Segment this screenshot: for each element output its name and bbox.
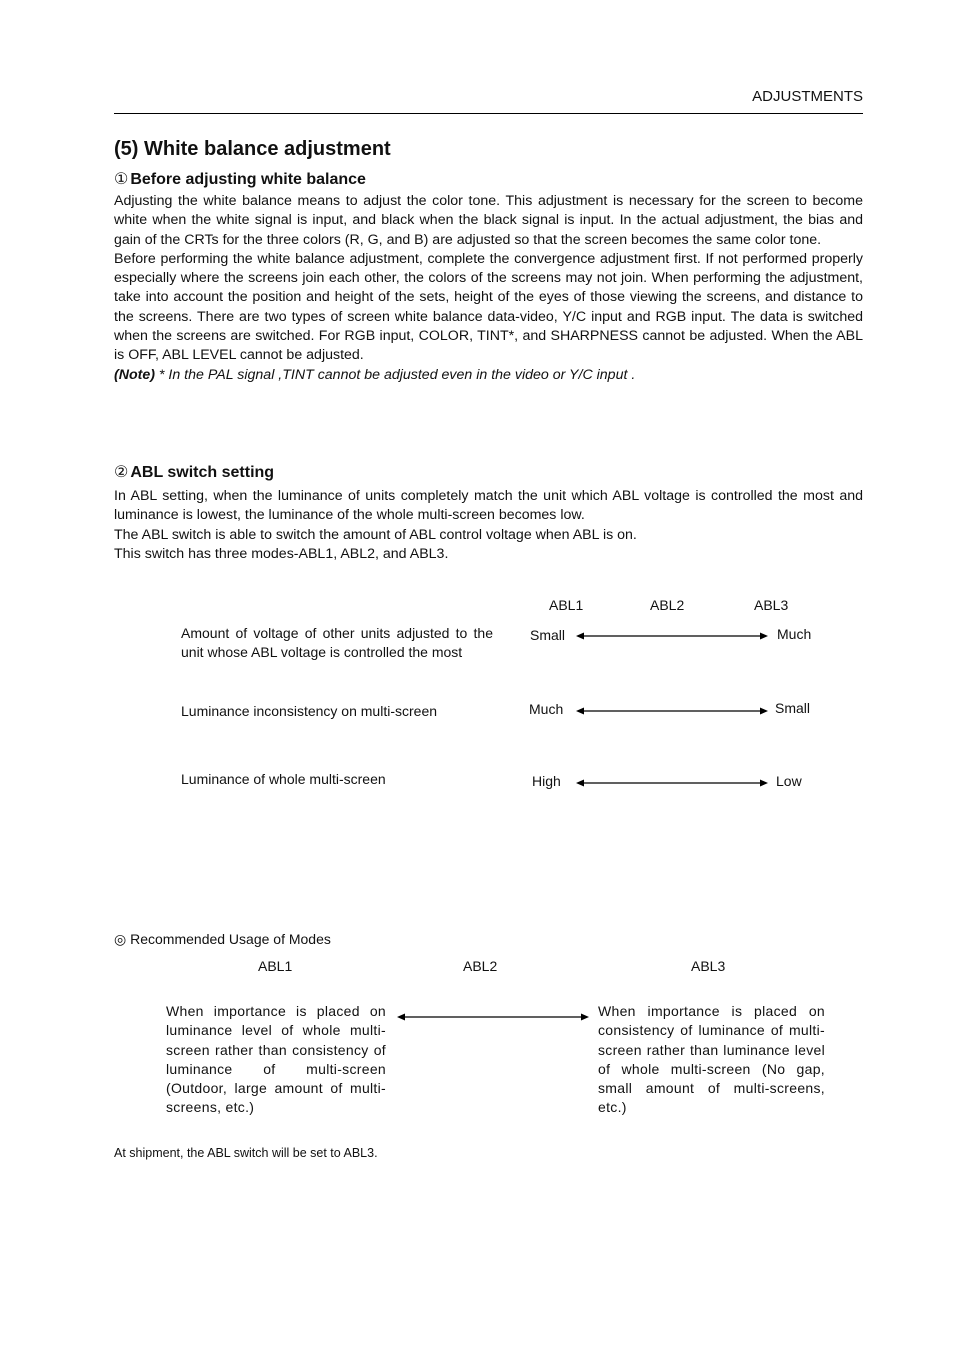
abl-row-label: Amount of voltage of other units adjusted to the unit whose ABL voltage is controlled the most: [181, 625, 493, 660]
abl-row-label: Luminance of whole multi-screen: [181, 771, 386, 787]
section2-heading-text: ABL switch setting: [130, 464, 275, 481]
abl-row-right-value: Much: [777, 626, 812, 642]
section2-line: In ABL setting, when the luminance of units completely match the unit which ABL voltage is controlled the most and luminance is lowest, the luminance of the whole multi-screen becomes low.: [114, 488, 863, 524]
recommended-left-text: When importance is placed on luminance level of whole multi-screen rather than consistency of luminance of multi-screen (Outdoor, large amount of multi-screens, etc.): [166, 1003, 386, 1116]
abl-mode-header: ABL3: [754, 597, 789, 613]
section1-paragraph1: Adjusting the white balance means to adjust the color tone. This adjustment is necessary for the screen to become white when the white signal is input, and black when the black signal is input. In the actual adjustment, the bias and gain of the CRTs for the three colors (R, G, and B) are adjusted so that the screen becomes the same color tone.: [114, 193, 863, 248]
running-header: ADJUSTMENTS: [752, 88, 863, 105]
header-rule: [114, 113, 863, 114]
abl-row-arrow: [576, 705, 768, 717]
note-text: * In the PAL signal ,TINT cannot be adjusted even in the video or Y/C input .: [154, 366, 636, 383]
abl-row-left-value: Small: [530, 627, 566, 643]
recommended-title-text: Recommended Usage of Modes: [130, 931, 331, 947]
recommended-arrow: [397, 1011, 589, 1023]
abl-row-left-value: High: [532, 773, 561, 789]
section2-number: ②: [114, 464, 129, 481]
recommended-mode: ABL2: [463, 958, 498, 974]
page-title: (5) White balance adjustment: [114, 138, 391, 160]
section1-note: [114, 366, 863, 385]
section1-heading: [114, 169, 366, 189]
recommended-mode: ABL3: [691, 958, 726, 974]
abl-row-label: Luminance inconsistency on multi-screen: [181, 703, 438, 719]
section2-line: The ABL switch is able to switch the amount of ABL control voltage when ABL is on.: [114, 526, 637, 543]
recommended-mode: ABL1: [258, 958, 293, 974]
abl-row-left-value: Much: [529, 701, 564, 717]
bullet-icon: ◎: [114, 931, 127, 947]
section1-number: ①: [114, 171, 129, 188]
section1-body: [114, 192, 863, 385]
section2-line: This switch has three modes-ABL1, ABL2, and ABL3.: [114, 545, 449, 562]
section2-body: [114, 487, 863, 564]
section1-heading-text: Before adjusting white balance: [130, 171, 366, 188]
abl-row-right-value: Small: [775, 700, 811, 716]
note-label: (Note): [114, 366, 155, 383]
abl-mode-header: ABL1: [549, 597, 584, 613]
section2-heading: [114, 462, 274, 482]
abl-row-right-value: Low: [776, 773, 802, 789]
recommended-title: [114, 931, 331, 948]
recommended-right-text: When importance is placed on consistency of luminance of multi-screen rather than luminance level of whole multi-screen (No gap, small amount of multi-screens, etc.): [598, 1003, 825, 1116]
footnote: At shipment, the ABL switch will be set to ABL3.: [114, 1146, 378, 1160]
abl-row-arrow: [576, 630, 768, 642]
abl-row-arrow: [576, 777, 768, 789]
section1-paragraph2: Before performing the white balance adjustment, complete the convergence adjustment first. If not performed properly especially where the screens join each other, the colors of the screens may not join. When performing the adjustment, take into account the position and height of the sets, height of the eyes of those viewing the screens, and distance to the screens. There are two types of screen white balance data-video, Y/C input and RGB input. The data is switched when the screens are switched. For RGB input, COLOR, TINT*, and SHARPNESS cannot be adjusted. When the ABL is OFF, ABL LEVEL cannot be adjusted.: [114, 250, 863, 364]
abl-mode-header: ABL2: [650, 597, 685, 613]
